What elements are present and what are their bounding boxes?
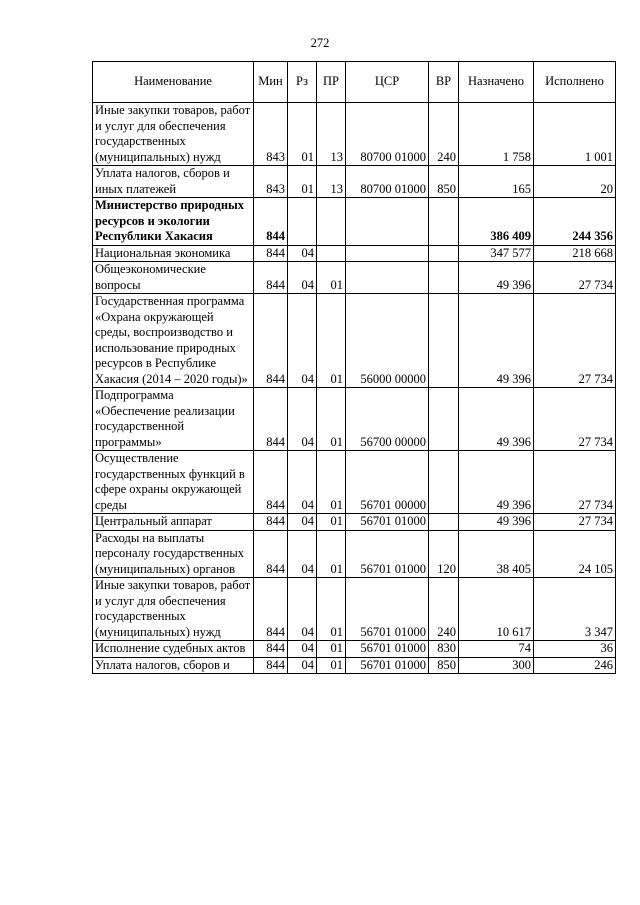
cell-min: 844 bbox=[254, 514, 288, 531]
cell-vr bbox=[429, 514, 459, 531]
cell-executed: 24 105 bbox=[534, 530, 616, 578]
cell-pr: 01 bbox=[317, 641, 346, 658]
cell-executed: 1 001 bbox=[534, 103, 616, 166]
header-executed: Исполнено bbox=[534, 62, 616, 103]
cell-rz: 01 bbox=[288, 103, 317, 166]
table-row bbox=[93, 641, 616, 658]
cell-rz: 01 bbox=[288, 166, 317, 198]
cell-vr: 850 bbox=[429, 657, 459, 674]
cell-executed: 27 734 bbox=[534, 514, 616, 531]
header-row bbox=[93, 62, 616, 103]
cell-vr bbox=[429, 388, 459, 451]
cell-csr bbox=[346, 245, 429, 262]
header-vr: ВР bbox=[429, 62, 459, 103]
cell-vr: 830 bbox=[429, 641, 459, 658]
cell-assigned: 300 bbox=[459, 657, 534, 674]
table-row bbox=[93, 530, 616, 578]
cell-name: Министерство природных ресурсов и экологии Республики Хакасия bbox=[93, 198, 254, 246]
header-min: Мин bbox=[254, 62, 288, 103]
cell-executed: 27 734 bbox=[534, 451, 616, 514]
cell-csr bbox=[346, 198, 429, 246]
cell-rz: 04 bbox=[288, 514, 317, 531]
cell-executed: 27 734 bbox=[534, 294, 616, 388]
cell-executed: 27 734 bbox=[534, 262, 616, 294]
cell-pr: 01 bbox=[317, 514, 346, 531]
budget-table bbox=[92, 61, 616, 674]
cell-min: 844 bbox=[254, 578, 288, 641]
cell-min: 843 bbox=[254, 103, 288, 166]
cell-rz: 04 bbox=[288, 245, 317, 262]
cell-vr bbox=[429, 198, 459, 246]
cell-rz: 04 bbox=[288, 451, 317, 514]
cell-rz: 04 bbox=[288, 262, 317, 294]
cell-executed: 246 bbox=[534, 657, 616, 674]
cell-min: 844 bbox=[254, 657, 288, 674]
cell-executed: 3 347 bbox=[534, 578, 616, 641]
cell-executed: 20 bbox=[534, 166, 616, 198]
cell-pr: 01 bbox=[317, 657, 346, 674]
cell-min: 844 bbox=[254, 262, 288, 294]
cell-vr: 120 bbox=[429, 530, 459, 578]
cell-vr bbox=[429, 451, 459, 514]
cell-name: Расходы на выплаты персоналу государственных (муниципальных) органов bbox=[93, 530, 254, 578]
cell-pr: 13 bbox=[317, 166, 346, 198]
cell-name: Общеэкономические вопросы bbox=[93, 262, 254, 294]
cell-rz: 04 bbox=[288, 388, 317, 451]
cell-vr bbox=[429, 262, 459, 294]
cell-executed: 244 356 bbox=[534, 198, 616, 246]
cell-name: Иные закупки товаров, работ и услуг для обеспечения государственных (муниципальных) нужд bbox=[93, 103, 254, 166]
cell-vr bbox=[429, 245, 459, 262]
cell-min: 844 bbox=[254, 198, 288, 246]
cell-executed: 27 734 bbox=[534, 388, 616, 451]
cell-pr: 01 bbox=[317, 294, 346, 388]
cell-csr: 56701 01000 bbox=[346, 641, 429, 658]
table-body bbox=[93, 103, 616, 674]
cell-vr bbox=[429, 294, 459, 388]
cell-assigned: 49 396 bbox=[459, 451, 534, 514]
cell-min: 844 bbox=[254, 245, 288, 262]
cell-csr: 56701 01000 bbox=[346, 657, 429, 674]
cell-name: Центральный аппарат bbox=[93, 514, 254, 531]
cell-csr bbox=[346, 262, 429, 294]
cell-assigned: 49 396 bbox=[459, 294, 534, 388]
cell-csr: 56701 00000 bbox=[346, 451, 429, 514]
header-name: Наименование bbox=[93, 62, 254, 103]
cell-rz: 04 bbox=[288, 657, 317, 674]
cell-executed: 36 bbox=[534, 641, 616, 658]
cell-pr bbox=[317, 198, 346, 246]
table-row bbox=[93, 451, 616, 514]
cell-pr: 01 bbox=[317, 262, 346, 294]
table-row bbox=[93, 166, 616, 198]
cell-vr: 850 bbox=[429, 166, 459, 198]
table-row bbox=[93, 514, 616, 531]
cell-min: 844 bbox=[254, 641, 288, 658]
cell-name: Иные закупки товаров, работ и услуг для обеспечения государственных (муниципальных) нужд bbox=[93, 578, 254, 641]
cell-name: Осуществление государственных функций в сфере охраны окружающей среды bbox=[93, 451, 254, 514]
cell-name: Уплата налогов, сборов и bbox=[93, 657, 254, 674]
table-row bbox=[93, 657, 616, 674]
cell-csr: 56701 01000 bbox=[346, 578, 429, 641]
cell-assigned: 347 577 bbox=[459, 245, 534, 262]
table-row bbox=[93, 198, 616, 246]
cell-pr: 01 bbox=[317, 578, 346, 641]
cell-name: Подпрограмма «Обеспечение реализации государственной программы» bbox=[93, 388, 254, 451]
header-csr: ЦСР bbox=[346, 62, 429, 103]
cell-rz: 04 bbox=[288, 530, 317, 578]
cell-rz: 04 bbox=[288, 641, 317, 658]
cell-name: Исполнение судебных актов bbox=[93, 641, 254, 658]
cell-pr: 01 bbox=[317, 530, 346, 578]
table-row bbox=[93, 262, 616, 294]
cell-pr: 13 bbox=[317, 103, 346, 166]
table-row bbox=[93, 245, 616, 262]
cell-min: 844 bbox=[254, 530, 288, 578]
table-row bbox=[93, 578, 616, 641]
header-assigned: Назначено bbox=[459, 62, 534, 103]
cell-name: Уплата налогов, сборов и иных платежей bbox=[93, 166, 254, 198]
cell-name: Национальная экономика bbox=[93, 245, 254, 262]
cell-assigned: 386 409 bbox=[459, 198, 534, 246]
table-row bbox=[93, 388, 616, 451]
cell-vr: 240 bbox=[429, 103, 459, 166]
cell-min: 843 bbox=[254, 166, 288, 198]
cell-csr: 56701 01000 bbox=[346, 514, 429, 531]
cell-csr: 56701 01000 bbox=[346, 530, 429, 578]
cell-pr: 01 bbox=[317, 388, 346, 451]
cell-assigned: 10 617 bbox=[459, 578, 534, 641]
cell-min: 844 bbox=[254, 451, 288, 514]
cell-csr: 80700 01000 bbox=[346, 103, 429, 166]
cell-assigned: 165 bbox=[459, 166, 534, 198]
table-row bbox=[93, 103, 616, 166]
cell-min: 844 bbox=[254, 294, 288, 388]
cell-rz: 04 bbox=[288, 294, 317, 388]
cell-csr: 56700 00000 bbox=[346, 388, 429, 451]
header-rz: Рз bbox=[288, 62, 317, 103]
page-number: 272 bbox=[310, 36, 330, 50]
table-row bbox=[93, 294, 616, 388]
cell-vr: 240 bbox=[429, 578, 459, 641]
header-pr: ПР bbox=[317, 62, 346, 103]
cell-assigned: 38 405 bbox=[459, 530, 534, 578]
cell-rz bbox=[288, 198, 317, 246]
cell-name: Государственная программа «Охрана окружающей среды, воспроизводство и использование природных ресурсов в Республике Хакасия (2014 – 2020 годы)» bbox=[93, 294, 254, 388]
cell-assigned: 49 396 bbox=[459, 388, 534, 451]
cell-assigned: 49 396 bbox=[459, 262, 534, 294]
cell-csr: 56000 00000 bbox=[346, 294, 429, 388]
cell-min: 844 bbox=[254, 388, 288, 451]
cell-assigned: 74 bbox=[459, 641, 534, 658]
cell-csr: 80700 01000 bbox=[346, 166, 429, 198]
cell-executed: 218 668 bbox=[534, 245, 616, 262]
cell-assigned: 49 396 bbox=[459, 514, 534, 531]
cell-pr: 01 bbox=[317, 451, 346, 514]
cell-rz: 04 bbox=[288, 578, 317, 641]
cell-assigned: 1 758 bbox=[459, 103, 534, 166]
cell-pr bbox=[317, 245, 346, 262]
